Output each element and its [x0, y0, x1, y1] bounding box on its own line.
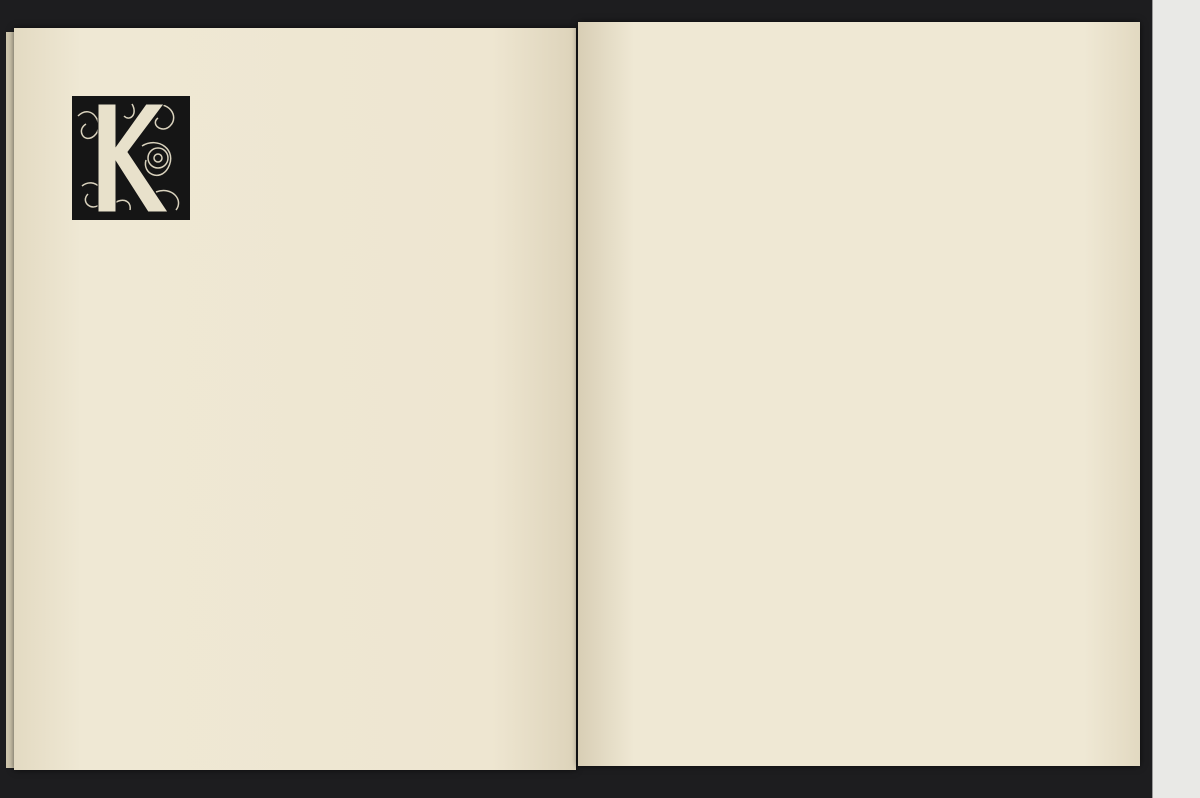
ruler-ticks	[1152, 0, 1200, 798]
